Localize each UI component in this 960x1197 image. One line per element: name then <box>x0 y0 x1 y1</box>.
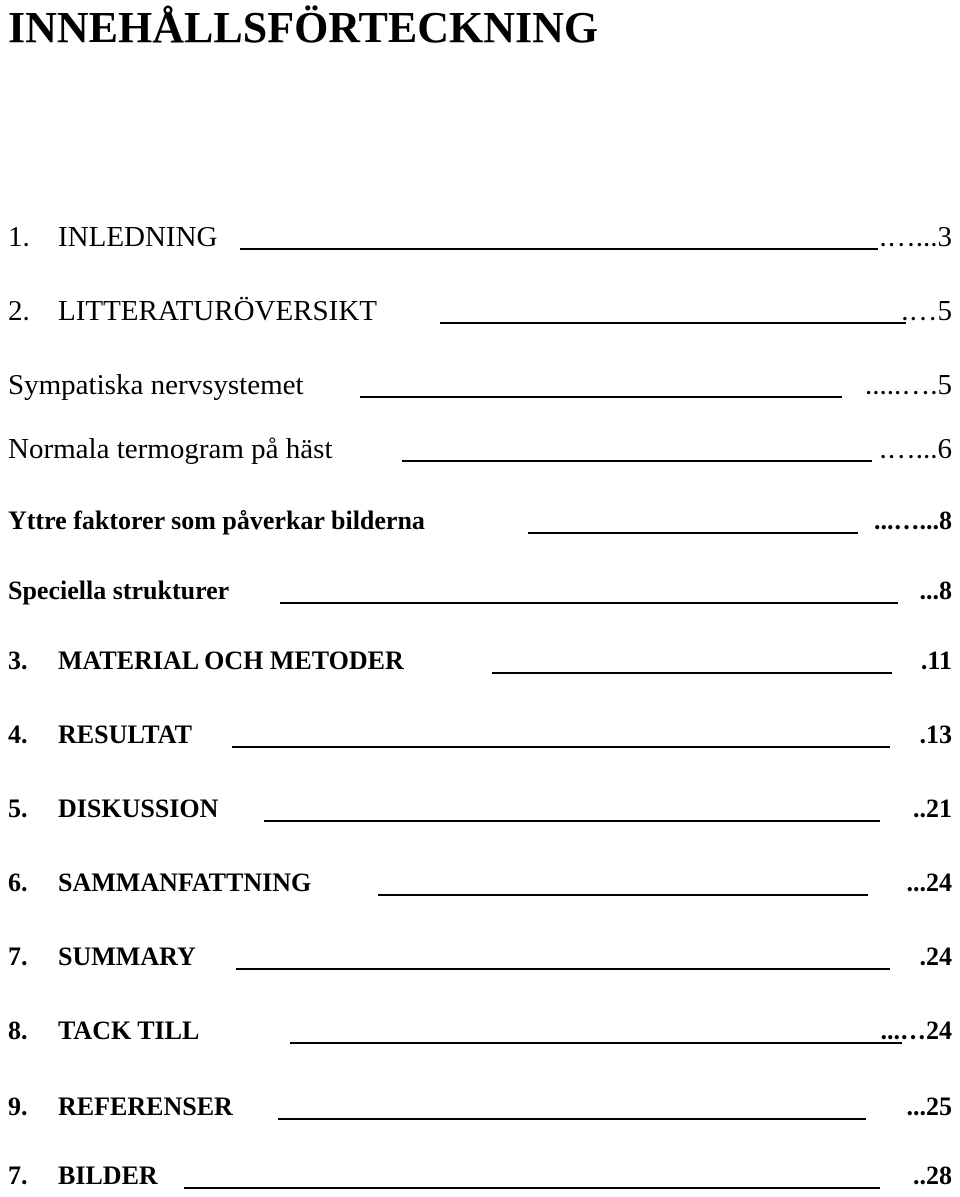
toc-entry-page: ...25 <box>906 1092 952 1121</box>
page-title: INNEHÅLLSFÖRTECKNING <box>8 3 599 52</box>
toc-entry-number: 2. <box>8 295 30 327</box>
toc-entry-number: 8. <box>8 1016 28 1045</box>
dot-leader <box>378 894 868 896</box>
toc-entry-resultat[interactable] <box>8 716 952 756</box>
toc-entry-bilder[interactable] <box>8 1157 952 1197</box>
toc-entry-text: DISKUSSION <box>58 794 219 823</box>
toc-entry-number: 1. <box>8 221 30 253</box>
toc-entry-diskussion[interactable] <box>8 790 952 830</box>
dot-leader <box>492 672 892 674</box>
toc-entry-text: BILDER <box>58 1161 158 1190</box>
toc-entry-text: SAMMANFATTNING <box>58 868 312 897</box>
toc-entry-text: TACK TILL <box>58 1016 200 1045</box>
toc-entry-sympatiska-nervsystemet[interactable] <box>8 366 952 406</box>
toc-entry-text: Yttre faktorer som påverkar bilderna <box>8 506 425 535</box>
toc-entry-referenser[interactable] <box>8 1088 952 1128</box>
toc-entry-page: ...24 <box>906 868 952 897</box>
toc-entry-text: RESULTAT <box>58 720 192 749</box>
toc-entry-text: LITTERATURÖVERSIKT <box>58 295 377 327</box>
toc-entry-number: 7. <box>8 1161 28 1190</box>
toc-entry-summary[interactable] <box>8 938 952 978</box>
toc-entry-material-och-metoder[interactable] <box>8 642 952 682</box>
toc-entry-page: .11 <box>920 646 952 675</box>
toc-entry-number: 4. <box>8 720 28 749</box>
toc-entry-page: ...8 <box>919 576 952 605</box>
toc-entry-sammanfattning[interactable] <box>8 864 952 904</box>
toc-entry-text: REFERENSER <box>58 1092 233 1121</box>
toc-entry-number: 3. <box>8 646 28 675</box>
dot-leader <box>278 1118 866 1120</box>
toc-entry-text: Speciella strukturer <box>8 576 230 605</box>
dot-leader <box>232 746 890 748</box>
toc-entry-page: ...…...8 <box>874 506 952 535</box>
toc-entry-text: SUMMARY <box>58 942 196 971</box>
dot-leader <box>360 396 842 398</box>
toc-entry-page: .…5 <box>901 295 952 327</box>
toc-entry-number: 6. <box>8 868 28 897</box>
toc-entry-page: ...…24 <box>880 1016 952 1045</box>
dot-leader <box>240 248 878 250</box>
toc-entry-speciella-strukturer[interactable] <box>8 572 952 612</box>
toc-entry-page: .…...6 <box>879 433 952 465</box>
dot-leader <box>290 1042 902 1044</box>
toc-entry-number: 5. <box>8 794 28 823</box>
toc-entry-page: ..21 <box>913 794 952 823</box>
toc-entry-inledning[interactable] <box>8 218 952 258</box>
toc-entry-page: ..28 <box>913 1161 952 1190</box>
dot-leader <box>236 968 890 970</box>
toc-entry-text: Normala termogram på häst <box>8 433 333 465</box>
toc-entry-yttre-faktorer[interactable] <box>8 502 952 542</box>
toc-entry-text: Sympatiska nervsystemet <box>8 369 304 401</box>
toc-entry-page: .13 <box>919 720 952 749</box>
toc-entry-page: .…...3 <box>879 221 952 253</box>
toc-entry-text: MATERIAL OCH METODER <box>58 646 404 675</box>
toc-entry-page: .....….5 <box>865 369 952 401</box>
dot-leader <box>184 1187 880 1189</box>
toc-entry-tack-till[interactable] <box>8 1012 952 1052</box>
toc-entry-litteraturoversikt[interactable] <box>8 292 952 332</box>
toc-entry-number: 7. <box>8 942 28 971</box>
dot-leader <box>402 460 872 462</box>
toc-entry-text: INLEDNING <box>58 221 218 253</box>
dot-leader <box>280 602 898 604</box>
toc-entry-number: 9. <box>8 1092 28 1121</box>
toc-entry-page: .24 <box>919 942 952 971</box>
dot-leader <box>440 322 906 324</box>
dot-leader <box>264 820 880 822</box>
dot-leader <box>528 532 858 534</box>
toc-entry-normala-termogram[interactable] <box>8 430 952 470</box>
